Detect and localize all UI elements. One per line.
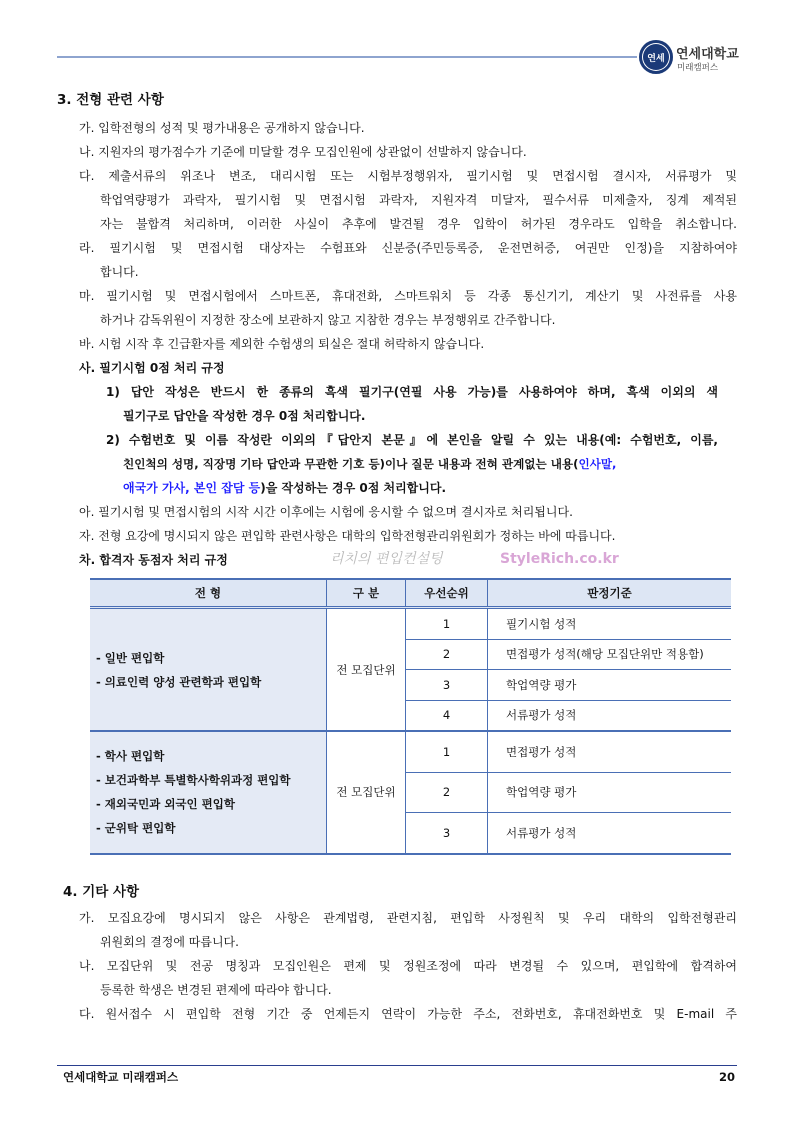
s4-item-na-cont: 등록한 학생은 변경된 편제에 따라야 합니다. <box>100 983 332 997</box>
division: 전 모집단위 <box>327 608 406 732</box>
criterion: 서류평가 성적 <box>488 813 732 854</box>
item-da-cont: 자는 불합격 처리하며, 이러한 사실이 추후에 발견될 경우 입학이 허가된 경우라도 입학을 취소합니다. <box>100 217 737 231</box>
item-sa-title: 사. 필기시험 0점 처리 규정 <box>79 361 225 375</box>
item-ma: 마. 필기시험 및 면접시험에서 스마트폰, 휴대전화, 스마트워치 등 각종 통신기기, 계산기 및 사전류를 사용 <box>79 289 737 303</box>
section-3-title: 3. 전형 관련 사항 <box>57 92 164 108</box>
header-priority: 우선순위 <box>406 579 488 608</box>
s4-item-da: 다. 원서접수 시 편입학 전형 기간 중 언제든지 연락이 가능한 주소, 전화번호, 휴대전화번호 및 E-mail 주 <box>79 1007 737 1021</box>
priority: 2 <box>406 772 488 813</box>
watermark-url: StyleRich.co.kr <box>500 551 619 567</box>
division: 전 모집단위 <box>327 731 406 854</box>
footer-rule <box>57 1065 737 1066</box>
header-type: 전 형 <box>90 579 327 608</box>
priority: 1 <box>406 731 488 772</box>
rule-2-cont <box>123 480 446 496</box>
item-ma-cont: 하거나 감독위원이 지정한 장소에 보관하지 않고 지참한 경우는 부정행위로 간주합니다. <box>100 313 556 327</box>
item-ra: 라. 필기시험 및 면접시험 대상자는 수험표와 신분증(주민등록증, 운전면허증, 여권만 인정)을 지참하여야 <box>79 241 737 255</box>
s4-item-na: 나. 모집단위 및 전공 명칭과 모집인원은 편제 및 정원조정에 따라 변경될 수 있으며, 편입학에 합격하여 <box>79 959 737 973</box>
item-cha-title: 차. 합격자 동점자 처리 규정 <box>79 553 228 567</box>
priority: 2 <box>406 639 488 670</box>
s4-item-ga-cont: 위원회의 결정에 따릅니다. <box>100 935 239 949</box>
item-ja: 자. 전형 요강에 명시되지 않은 편입학 관련사항은 대학의 입학전형관리위원회가 정하는 바에 따릅니다. <box>79 529 616 543</box>
item-da: 다. 제출서류의 위조나 변조, 대리시험 또는 시험부정행위자, 필기시험 및 면접시험 결시자, 서류평가 및 <box>79 169 737 183</box>
rule-2-text: )을 작성하는 경우 0점 처리합니다. <box>260 481 447 495</box>
priority: 3 <box>406 670 488 701</box>
criterion: 학업역량 평가 <box>488 772 732 813</box>
item-ra-cont: 합니다. <box>100 265 139 279</box>
table-row <box>90 731 731 772</box>
table-header-row <box>90 579 731 608</box>
table-row <box>90 608 731 640</box>
admission-types <box>90 608 327 732</box>
university-name: 연세대학교 <box>676 47 739 62</box>
rule-1: 1) 답안 작성은 반드시 한 종류의 흑색 필기구(연필 사용 가능)를 사용하여야 하며, 흑색 이외의 색 <box>106 385 718 399</box>
priority: 1 <box>406 608 488 640</box>
rule-2-highlight: 애국가 가사, 본인 잡담 등 <box>123 481 261 495</box>
header-criterion: 판정기준 <box>488 579 732 608</box>
rule-2: 2) 수험번호 및 이름 작성란 이외의『답안지 본문』에 본인을 알릴 수 있는 내용(예: 수험번호, 이름, <box>106 433 718 447</box>
item-na: 나. 지원자의 평가점수가 기준에 미달할 경우 모집인원에 상관없이 선발하지 않습니다. <box>79 145 527 159</box>
criterion: 면접평가 성적(해당 모집단위만 적용함) <box>488 639 732 670</box>
rule-2-highlight: 인사말, <box>578 457 617 471</box>
criterion: 면접평가 성적 <box>488 731 732 772</box>
item-ba: 바. 시험 시작 후 긴급환자를 제외한 수험생의 퇴실은 절대 허락하지 않습니다. <box>79 337 485 351</box>
campus-name: 미래캠퍼스 <box>677 63 719 73</box>
header-division: 구 분 <box>327 579 406 608</box>
admission-types <box>90 731 327 854</box>
item-da-cont: 학업역량평가 과락자, 필기시험 및 면접시험 과락자, 지원자격 미달자, 필수서류 미제출자, 징계 제적된 <box>100 193 737 207</box>
admission-type: - 학사 편입학 <box>96 749 165 764</box>
criterion: 학업역량 평가 <box>488 670 732 701</box>
page-number: 20 <box>719 1070 736 1084</box>
rule-1-cont: 필기구로 답안을 작성한 경우 0점 처리합니다. <box>123 409 366 423</box>
watermark-text: 리치의 편입컨설팅 <box>330 551 443 567</box>
priority: 3 <box>406 813 488 854</box>
admission-type: - 의료인력 양성 관련학과 편입학 <box>96 674 262 689</box>
admission-type: - 재외국민과 외국인 편입학 <box>96 797 235 812</box>
rule-2-cont <box>123 456 616 472</box>
section-4-title: 4. 기타 사항 <box>63 884 140 900</box>
header-rule <box>57 56 637 58</box>
admission-type: - 군위탁 편입학 <box>96 821 176 836</box>
admission-type: - 보건과학부 특별학사학위과정 편입학 <box>96 773 291 788</box>
criterion: 필기시험 성적 <box>488 608 732 640</box>
s4-item-ga: 가. 모집요강에 명시되지 않은 사항은 관계법령, 관련지침, 편입학 사정원칙 및 우리 대학의 입학전형관리 <box>79 911 737 925</box>
rule-2-text: 친인척의 성명, 직장명 기타 답안과 무관한 기호 등)이나 질문 내용과 전혀 관계없는 내용( <box>123 457 579 471</box>
item-a: 아. 필기시험 및 면접시험의 시작 시간 이후에는 시험에 응시할 수 없으며 결시자로 처리됩니다. <box>79 505 573 519</box>
university-seal-logo: 연세 <box>639 40 673 74</box>
admission-type: - 일반 편입학 <box>96 650 165 665</box>
tie-break-table <box>90 578 731 855</box>
priority: 4 <box>406 700 488 731</box>
item-ga: 가. 입학전형의 성적 및 평가내용은 공개하지 않습니다. <box>79 121 365 135</box>
criterion: 서류평가 성적 <box>488 700 732 731</box>
footer-university: 연세대학교 미래캠퍼스 <box>63 1070 179 1084</box>
